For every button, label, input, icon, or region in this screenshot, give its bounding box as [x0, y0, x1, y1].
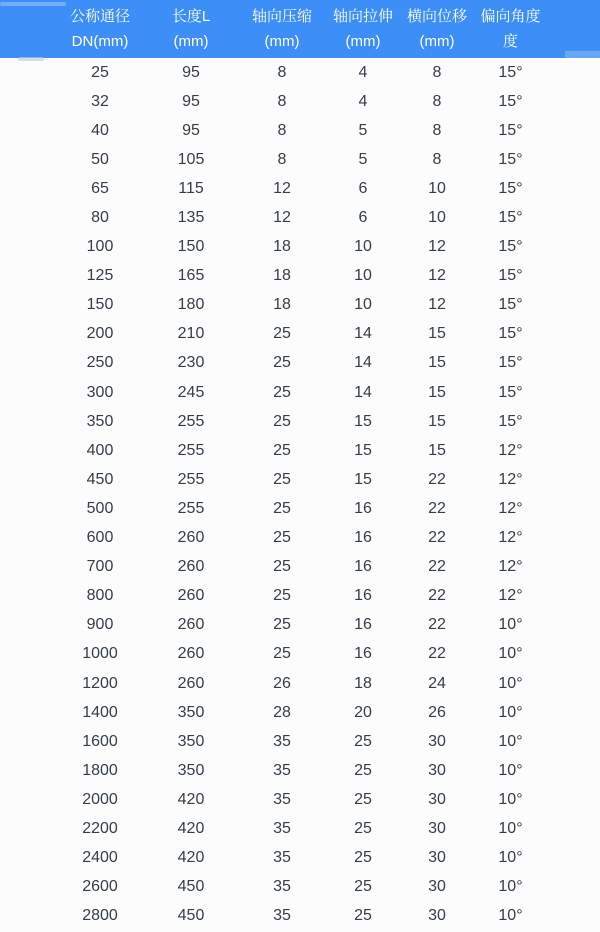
cell-axial-tension: 4 [358, 63, 368, 81]
header-top-left-highlight [0, 2, 66, 6]
cell-length: 165 [177, 267, 205, 285]
cell-length: 260 [177, 558, 205, 576]
cell-lateral-displacement: 30 [428, 819, 446, 837]
cell-deflection-angle: 10° [498, 790, 523, 808]
cell-dn: 1400 [82, 703, 118, 721]
header-axial-compression-line1: 轴向压缩 [251, 8, 312, 25]
cell-dn: 400 [86, 441, 114, 459]
cell-deflection-angle: 15° [498, 412, 523, 430]
cell-axial-compression: 25 [273, 499, 291, 517]
cell-deflection-angle: 12° [498, 470, 523, 488]
header-length-line2: (mm) [173, 33, 209, 50]
cell-dn: 80 [91, 209, 109, 227]
header-dn-line2: DN(mm) [71, 33, 129, 50]
cell-dn: 800 [86, 587, 114, 605]
cell-length: 260 [177, 674, 205, 692]
cell-length: 95 [182, 92, 200, 110]
cell-axial-tension: 14 [354, 383, 372, 401]
cell-length: 95 [182, 121, 200, 139]
cell-dn: 300 [86, 383, 114, 401]
cell-length: 255 [177, 412, 205, 430]
cell-axial-compression: 35 [273, 878, 291, 896]
cell-lateral-displacement: 12 [428, 267, 446, 285]
cell-dn: 1000 [82, 645, 118, 663]
cell-dn: 2200 [82, 819, 118, 837]
cell-length: 230 [177, 354, 205, 372]
cell-axial-compression: 18 [273, 267, 291, 285]
cell-axial-compression: 25 [273, 354, 291, 372]
cell-lateral-displacement: 26 [428, 703, 446, 721]
cell-lateral-displacement: 15 [428, 325, 446, 343]
table-row [0, 873, 600, 902]
cell-axial-compression: 35 [273, 732, 291, 750]
cell-lateral-displacement: 30 [428, 878, 446, 896]
cell-lateral-displacement: 30 [428, 790, 446, 808]
cell-axial-tension: 15 [354, 470, 372, 488]
cell-axial-tension: 16 [354, 645, 372, 663]
table-row [0, 378, 600, 407]
header-axial-tension [326, 0, 400, 58]
cell-axial-tension: 4 [358, 92, 368, 110]
cell-axial-tension: 6 [358, 209, 368, 227]
cell-dn: 500 [86, 499, 114, 517]
cell-deflection-angle: 12° [498, 499, 523, 517]
header-bottom-left-strip [18, 57, 44, 61]
table-row [0, 640, 600, 669]
cell-lateral-displacement: 30 [428, 732, 446, 750]
cell-deflection-angle: 10° [498, 616, 523, 634]
table-row [0, 233, 600, 262]
cell-length: 95 [182, 63, 200, 81]
cell-axial-tension: 16 [354, 529, 372, 547]
cell-dn: 600 [86, 529, 114, 547]
cell-length: 420 [177, 819, 205, 837]
cell-dn: 200 [86, 325, 114, 343]
table-row [0, 902, 600, 931]
cell-deflection-angle: 12° [498, 529, 523, 547]
cell-axial-tension: 6 [358, 179, 368, 197]
cell-dn: 2600 [82, 878, 118, 896]
cell-axial-tension: 14 [354, 325, 372, 343]
cell-lateral-displacement: 22 [428, 499, 446, 517]
cell-lateral-displacement: 8 [432, 92, 442, 110]
cell-axial-tension: 14 [354, 354, 372, 372]
header-deflection-angle-line2: 度 [502, 33, 518, 50]
cell-lateral-displacement: 22 [428, 587, 446, 605]
cell-length: 115 [178, 179, 204, 197]
cell-dn: 65 [91, 179, 109, 197]
cell-axial-compression: 25 [273, 325, 291, 343]
cell-length: 260 [177, 616, 205, 634]
table-row [0, 756, 600, 785]
cell-lateral-displacement: 22 [428, 470, 446, 488]
cell-axial-tension: 25 [354, 907, 372, 925]
table-row [0, 320, 600, 349]
table-row [0, 203, 600, 232]
cell-dn: 2800 [82, 907, 118, 925]
cell-length: 255 [177, 441, 205, 459]
cell-deflection-angle: 15° [498, 354, 523, 372]
table-row [0, 844, 600, 873]
cell-axial-tension: 25 [354, 732, 372, 750]
cell-length: 350 [177, 732, 205, 750]
cell-axial-tension: 18 [354, 674, 372, 692]
cell-length: 210 [177, 325, 205, 343]
cell-length: 135 [177, 209, 205, 227]
cell-lateral-displacement: 15 [428, 441, 446, 459]
cell-axial-compression: 8 [277, 92, 287, 110]
cell-deflection-angle: 15° [498, 121, 523, 139]
cell-deflection-angle: 15° [498, 383, 523, 401]
cell-dn: 125 [86, 267, 114, 285]
header-deflection-angle [474, 0, 600, 58]
cell-length: 450 [177, 878, 205, 896]
header-length-line1: 长度L [171, 8, 211, 25]
cell-deflection-angle: 10° [498, 674, 523, 692]
cell-axial-compression: 26 [273, 674, 291, 692]
cell-deflection-angle: 15° [498, 92, 523, 110]
cell-axial-compression: 12 [273, 209, 291, 227]
table-body [0, 58, 600, 931]
header-dn-line1: 公称通径 [69, 8, 130, 25]
cell-axial-compression: 35 [273, 761, 291, 779]
cell-lateral-displacement: 30 [428, 761, 446, 779]
table-row [0, 727, 600, 756]
cell-deflection-angle: 15° [498, 296, 523, 314]
cell-deflection-angle: 10° [498, 645, 523, 663]
cell-axial-compression: 35 [273, 849, 291, 867]
cell-axial-compression: 25 [273, 412, 291, 430]
cell-length: 350 [177, 703, 205, 721]
cell-length: 420 [177, 849, 205, 867]
cell-axial-compression: 35 [273, 819, 291, 837]
cell-length: 255 [177, 470, 205, 488]
cell-deflection-angle: 10° [498, 761, 523, 779]
cell-deflection-angle: 12° [498, 587, 523, 605]
cell-axial-tension: 25 [354, 849, 372, 867]
cell-deflection-angle: 10° [498, 878, 523, 896]
cell-dn: 50 [91, 150, 109, 168]
cell-length: 245 [177, 383, 205, 401]
cell-dn: 450 [86, 470, 114, 488]
cell-dn: 40 [91, 121, 109, 139]
table-row [0, 553, 600, 582]
header-deflection-angle-line1: 偏向角度 [480, 8, 541, 25]
cell-axial-tension: 16 [354, 616, 372, 634]
cell-length: 180 [177, 296, 205, 314]
header-lateral-displacement-line1: 横向位移 [406, 8, 467, 25]
cell-deflection-angle: 15° [498, 267, 523, 285]
table-row [0, 494, 600, 523]
cell-lateral-displacement: 10 [428, 179, 446, 197]
cell-dn: 25 [91, 63, 109, 81]
cell-lateral-displacement: 12 [428, 238, 446, 256]
cell-axial-compression: 25 [273, 470, 291, 488]
table-row [0, 436, 600, 465]
table-row [0, 116, 600, 145]
cell-axial-tension: 5 [358, 121, 368, 139]
cell-length: 260 [177, 645, 205, 663]
cell-length: 350 [177, 761, 205, 779]
cell-deflection-angle: 10° [498, 732, 523, 750]
table-row [0, 87, 600, 116]
cell-lateral-displacement: 22 [428, 558, 446, 576]
cell-dn: 32 [91, 92, 109, 110]
cell-axial-compression: 25 [273, 529, 291, 547]
cell-lateral-displacement: 15 [428, 354, 446, 372]
table-row [0, 785, 600, 814]
cell-lateral-displacement: 22 [428, 616, 446, 634]
cell-axial-tension: 25 [354, 790, 372, 808]
cell-length: 260 [177, 529, 205, 547]
cell-axial-tension: 25 [354, 819, 372, 837]
cell-lateral-displacement: 15 [428, 412, 446, 430]
table-row [0, 669, 600, 698]
cell-dn: 700 [86, 558, 114, 576]
cell-deflection-angle: 15° [498, 150, 523, 168]
cell-length: 260 [177, 587, 205, 605]
cell-axial-compression: 8 [277, 150, 287, 168]
cell-length: 150 [177, 238, 205, 256]
cell-lateral-displacement: 22 [428, 529, 446, 547]
cell-axial-tension: 16 [354, 558, 372, 576]
cell-lateral-displacement: 10 [428, 209, 446, 227]
cell-deflection-angle: 15° [498, 238, 523, 256]
cell-axial-tension: 25 [354, 761, 372, 779]
cell-axial-compression: 12 [273, 179, 291, 197]
table-row [0, 698, 600, 727]
cell-deflection-angle: 10° [498, 907, 523, 925]
cell-axial-compression: 25 [273, 587, 291, 605]
cell-axial-compression: 35 [273, 790, 291, 808]
table-row [0, 582, 600, 611]
table-header [0, 0, 600, 58]
table-row [0, 291, 600, 320]
cell-axial-tension: 15 [354, 441, 372, 459]
cell-dn: 350 [86, 412, 114, 430]
cell-dn: 1800 [82, 761, 118, 779]
cell-lateral-displacement: 8 [432, 121, 442, 139]
cell-deflection-angle: 10° [498, 819, 523, 837]
cell-deflection-angle: 12° [498, 558, 523, 576]
cell-axial-compression: 28 [273, 703, 291, 721]
cell-deflection-angle: 15° [498, 179, 523, 197]
cell-axial-tension: 20 [354, 703, 372, 721]
header-axial-tension-line1: 轴向拉伸 [332, 8, 393, 25]
cell-axial-tension: 10 [354, 267, 372, 285]
header-lateral-displacement-line2: (mm) [419, 33, 455, 50]
cell-lateral-displacement: 15 [428, 383, 446, 401]
cell-axial-compression: 8 [277, 121, 287, 139]
header-lateral-displacement [400, 0, 474, 58]
cell-deflection-angle: 15° [498, 209, 523, 227]
cell-dn: 2000 [82, 790, 118, 808]
cell-lateral-displacement: 24 [428, 674, 446, 692]
cell-length: 420 [177, 790, 205, 808]
header-axial-compression [238, 0, 326, 58]
header-row [0, 0, 600, 58]
cell-axial-compression: 25 [273, 441, 291, 459]
cell-dn: 100 [86, 238, 114, 256]
cell-axial-tension: 10 [354, 296, 372, 314]
header-axial-compression-line2: (mm) [264, 33, 300, 50]
table-row [0, 524, 600, 553]
table-row [0, 611, 600, 640]
cell-lateral-displacement: 8 [432, 150, 442, 168]
cell-axial-compression: 18 [273, 238, 291, 256]
cell-axial-compression: 25 [273, 383, 291, 401]
cell-axial-tension: 25 [354, 878, 372, 896]
cell-deflection-angle: 12° [498, 441, 523, 459]
cell-axial-compression: 8 [277, 63, 287, 81]
cell-axial-tension: 5 [358, 150, 368, 168]
cell-dn: 1600 [82, 732, 118, 750]
table-row [0, 407, 600, 436]
cell-dn: 250 [86, 354, 114, 372]
cell-dn: 150 [86, 296, 114, 314]
cell-deflection-angle: 10° [498, 849, 523, 867]
cell-axial-compression: 25 [273, 645, 291, 663]
header-axial-tension-line2: (mm) [345, 33, 381, 50]
header-length [144, 0, 238, 58]
cell-axial-compression: 25 [273, 616, 291, 634]
cell-axial-tension: 16 [354, 587, 372, 605]
cell-lateral-displacement: 12 [428, 296, 446, 314]
cell-lateral-displacement: 22 [428, 645, 446, 663]
cell-dn: 900 [86, 616, 114, 634]
table-row [0, 465, 600, 494]
cell-axial-tension: 16 [354, 499, 372, 517]
table-row [0, 349, 600, 378]
cell-dn: 1200 [82, 674, 118, 692]
header-dn [0, 0, 144, 58]
cell-axial-compression: 18 [273, 296, 291, 314]
table-row [0, 262, 600, 291]
cell-lateral-displacement: 8 [432, 63, 442, 81]
cell-lateral-displacement: 30 [428, 849, 446, 867]
cell-deflection-angle: 15° [498, 63, 523, 81]
cell-lateral-displacement: 30 [428, 907, 446, 925]
table-row [0, 58, 600, 87]
cell-length: 450 [177, 907, 205, 925]
table-row [0, 174, 600, 203]
cell-axial-compression: 25 [273, 558, 291, 576]
table-row [0, 145, 600, 174]
cell-deflection-angle: 15° [498, 325, 523, 343]
cell-axial-compression: 35 [273, 907, 291, 925]
table-row [0, 814, 600, 843]
cell-axial-tension: 10 [354, 238, 372, 256]
cell-dn: 2400 [82, 849, 118, 867]
header-bottom-right-highlight [565, 51, 600, 58]
cell-length: 105 [177, 150, 205, 168]
cell-length: 255 [177, 499, 205, 517]
cell-axial-tension: 15 [354, 412, 372, 430]
cell-deflection-angle: 10° [498, 703, 523, 721]
